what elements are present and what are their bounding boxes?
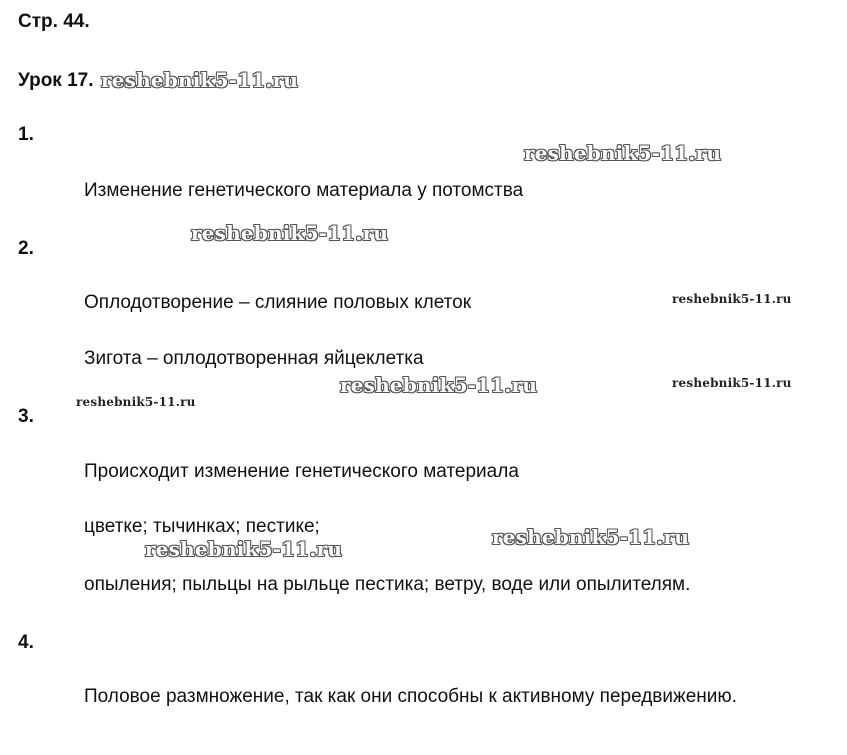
watermark: reshebnik5-11.ru: [492, 525, 690, 549]
task-3-answer-line-2: цветке; тычинках; пестике;: [84, 516, 320, 537]
watermark: reshebnik5-11.ru: [76, 395, 196, 409]
task-4-answer-line-1: Половое размножение, так как они способны к активному передвижению.: [84, 686, 737, 707]
watermark: reshebnik5-11.ru: [672, 376, 792, 390]
watermark: reshebnik5-11.ru: [672, 292, 792, 306]
task-number-3: 3.: [18, 406, 34, 427]
page-number-heading: Стр. 44.: [18, 11, 90, 32]
task-2-answer-line-2: Зигота – оплодотворенная яйцеклетка: [84, 348, 424, 369]
task-1-answer-line-1: Изменение генетического материала у потомства: [84, 180, 524, 201]
task-3-answer-line-3: опыления; пыльцы на рыльце пестика; ветру, воде или опылителям.: [84, 574, 691, 595]
task-number-1: 1.: [18, 124, 34, 145]
lesson-heading: Урок 17.: [18, 70, 94, 91]
watermark: reshebnik5-11.ru: [191, 221, 389, 245]
watermark: reshebnik5-11.ru: [101, 68, 299, 92]
task-number-4: 4.: [18, 632, 34, 653]
task-number-2: 2.: [18, 238, 34, 259]
task-2-answer-line-1: Оплодотворение – слияние половых клеток: [84, 292, 472, 313]
watermark: reshebnik5-11.ru: [524, 141, 722, 165]
task-3-answer-line-1: Происходит изменение генетического материала: [84, 461, 519, 482]
watermark: reshebnik5-11.ru: [340, 373, 538, 397]
watermark: reshebnik5-11.ru: [145, 537, 343, 561]
